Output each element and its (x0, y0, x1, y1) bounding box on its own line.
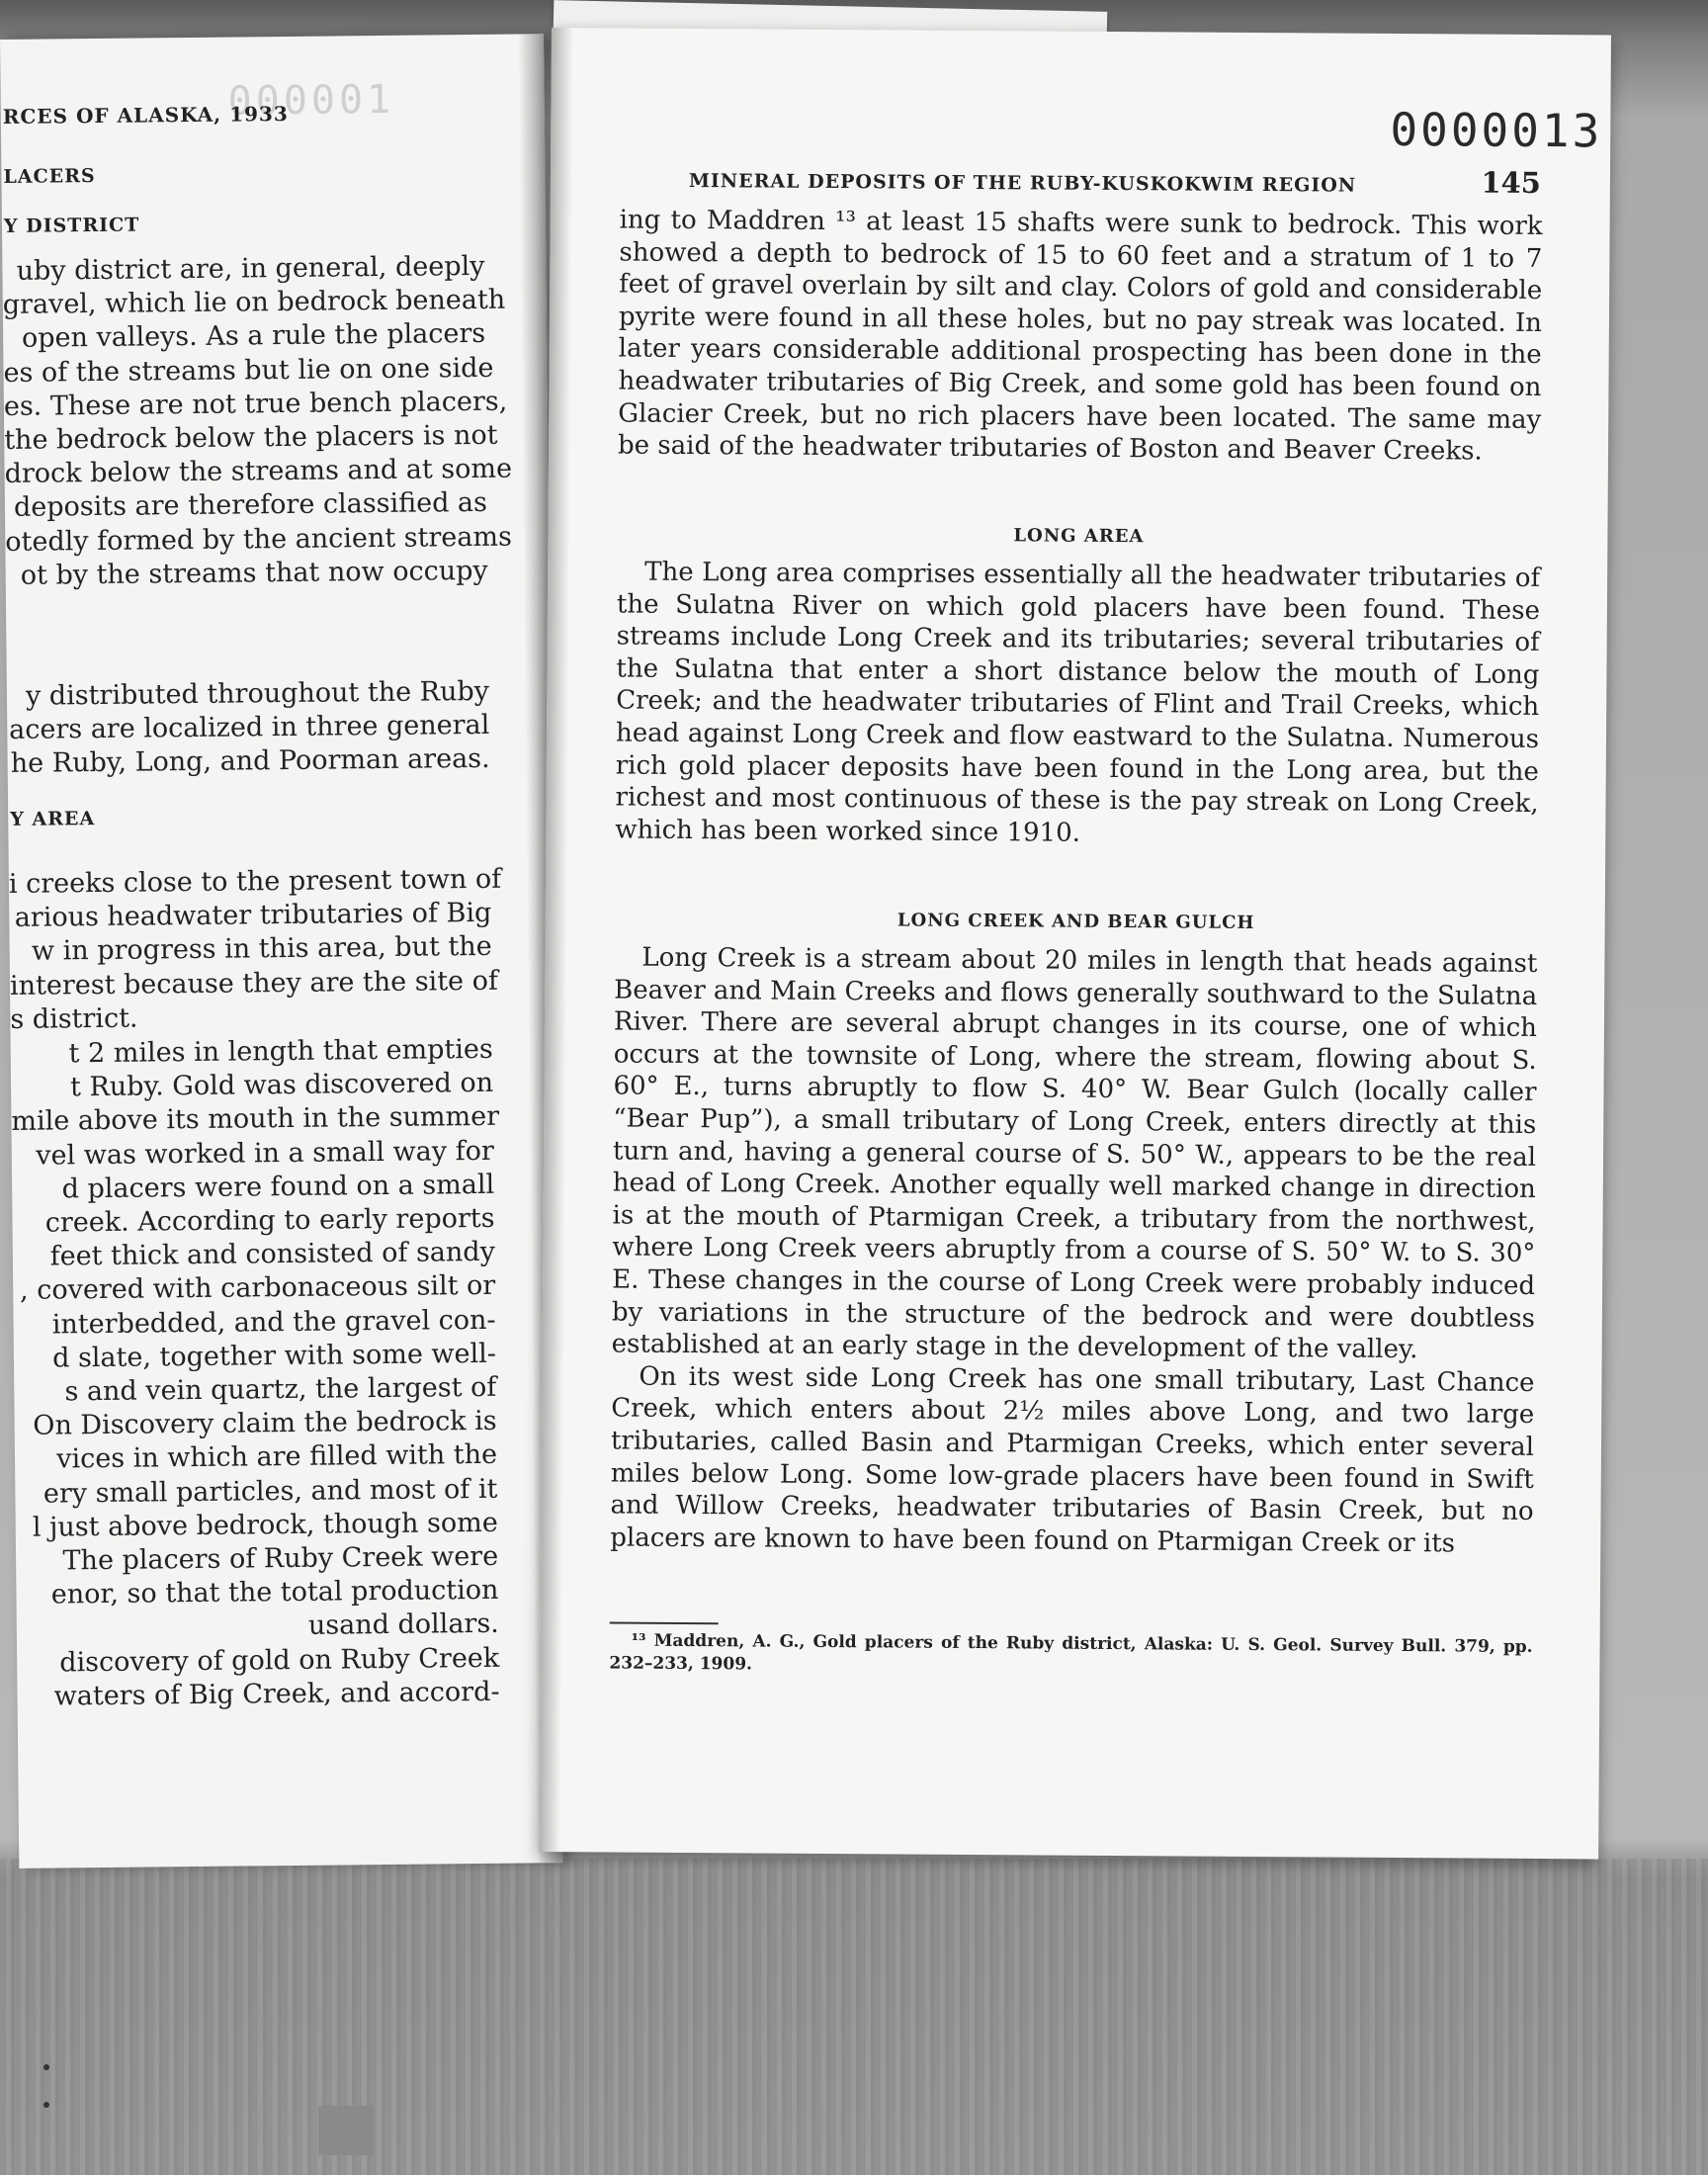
left-page-line: the bedrock below the placers is not (4, 419, 498, 456)
left-page-block-1 (2, 250, 513, 593)
paragraph: Long Creek is a stream about 20 miles in length that heads against Beaver and Main Creeks and flows generally southward to the Sulatna River. There are several abrupt changes in its course, one of which occurs at the townsite of Long, where the stream, flowing about S. 60° E., turns abruptly to flow S. 40° W. Bear Gulch (locally caller “Bear Pup”), a small tributary of Long Creek, enters directly at this turn and, having a general course of S. 50° W., appears to be the real head of Long Creek. Another equally well marked change in direction is at the mouth of Ptarmigan Creek, a tributary from the northwest, where Long Creek veers abruptly from a course of S. 50° W. to S. 30° E. These changes in the course of Long Creek were probably induced by variations in the structure of the bedrock and were doubtless established at an early stage in the development of the valley. (611, 942, 1538, 1365)
scan-speck (43, 2102, 49, 2108)
paragraph: ing to Maddren ¹³ at least 15 shafts were sunk to bedrock. This work showed a depth to bedrock of 15 to 60 feet and a stratum of 1 to 7 feet of gravel overlain by silt and clay. Colors of gold and considerable pyrite were found in all these holes, but no pay streak was located. In later years considerable additional prospecting has been done in the headwater tributaries of Big Creek, and some gold has been found on Glacier Creek, but no rich placers have been located. The same may be said of the headwater tributaries of Boston and Beaver Creeks. (617, 205, 1543, 467)
left-page-line: acers are localized in three general (9, 710, 490, 746)
left-page-line: , covered with carbonaceous silt or (19, 1270, 496, 1307)
paragraph: On its west side Long Creek has one small tributary, Last Chance Creek, which enters about 2½ miles above Long, and two large tributaries, called Basin and Ptarmigan Creeks, which enter several miles below Long. Some low-grade placers have been found in Swift and Willow Creeks, headwater tributaries of Basin Creek, but no placers are known to have been found on Ptarmigan Creek or its (610, 1361, 1535, 1559)
section-heading-long-area: LONG AREA (1013, 525, 1145, 548)
left-page-line: waters of Big Creek, and accord- (53, 1676, 500, 1712)
page-stamp-number: 0000013 (1390, 102, 1603, 158)
left-page-line: interbedded, and the gravel con- (51, 1304, 496, 1341)
left-page-line: usand dollars. (307, 1609, 499, 1642)
left-page-line: discovery of gold on Ruby Creek (59, 1642, 500, 1679)
left-page-block-4 (11, 1033, 500, 1714)
left-page-line: arious headwater tributaries of Big (14, 898, 492, 934)
left-page-running-head: RCES OF ALASKA, 1933 (2, 101, 289, 129)
left-page-line: feet thick and consisted of sandy (49, 1237, 496, 1272)
left-page-line: ot by the streams that now occupy (20, 555, 488, 591)
left-page-line: open valleys. As a rule the placers (21, 318, 486, 355)
paragraph: The Long area comprises essentially all the headwater tributaries of the Sulatna River on which gold placers have been found. These streams include Long Creek and its tributaries; several tributaries of the Sulatna that enter a short distance below the mouth of Long Creek; and the headwater tributaries of Flint and Trail Creeks, which head against Long Creek and flow eastward to the Sulatna. Numerous rich gold placer deposits have been found in the Long area, but the richest and most continuous of these is the pay streak on Long Creek, which has been worked since 1910. (615, 557, 1541, 848)
left-page-line: interest because they are the site of (9, 965, 499, 1001)
left-page-line: ery small particles, and most of it (43, 1473, 498, 1510)
left-page-section-ruby-area: Y AREA (10, 808, 96, 830)
left-page-block-2 (7, 675, 490, 782)
left-page-line: d slate, together with some well- (51, 1338, 497, 1374)
left-page-line: t 2 miles in length that empties (68, 1033, 493, 1070)
left-page-line: es of the streams but lie on one side (3, 352, 494, 389)
left-page-line: enor, so that the total production (50, 1575, 499, 1610)
left-page-ghost-stamp: 000001 (227, 76, 395, 125)
running-head-title: MINERAL DEPOSITS OF THE RUBY-KUSKOKWIM REGION (688, 169, 1357, 197)
left-page-line: s district. (10, 1002, 138, 1035)
left-page-line: vel was worked in a small way for (36, 1135, 494, 1172)
left-page-block-3 (8, 863, 502, 1037)
left-page-line: l just above bedrock, though some (32, 1507, 498, 1543)
left-page-section-district: Y DISTRICT (3, 214, 140, 237)
left-page-line: mile above its mouth in the summer (11, 1101, 500, 1138)
scan-smudge (318, 2106, 374, 2155)
left-page-line: deposits are therefore classified as (13, 487, 488, 524)
scan-speck (43, 2064, 49, 2070)
left-page-line: On Discovery claim the bedrock is (33, 1406, 497, 1441)
left-page-line: es. These are not true bench placers, (3, 386, 508, 422)
left-page-line: uby district are, in general, deeply (16, 250, 485, 287)
left-page-line: y distributed throughout the Ruby (25, 675, 490, 712)
left-page (0, 34, 562, 1869)
paragraph-continuation (618, 204, 1543, 468)
paragraph-long-area (615, 556, 1540, 852)
footnote-rule (610, 1621, 719, 1624)
page-number: 145 (1481, 165, 1542, 200)
left-page-line: The placers of Ruby Creek were (62, 1540, 499, 1577)
left-page-line: vices in which are filled with the (56, 1439, 498, 1475)
left-page-line: d placers were found on a small (61, 1169, 495, 1205)
left-page-line: he Ruby, Long, and Poorman areas. (10, 743, 490, 780)
left-page-line: otedly formed by the ancient streams (5, 521, 513, 558)
left-page-line: w in progress in this area, but the (31, 931, 492, 968)
left-page-line: drock below the streams and at some (4, 453, 513, 490)
section-heading-long-creek: LONG CREEK AND BEAR GULCH (897, 910, 1255, 933)
footnote (609, 1629, 1532, 1682)
left-page-line: i creeks close to the present town of (8, 863, 502, 900)
left-page-line: creek. According to early reports (44, 1202, 495, 1239)
running-head (689, 160, 1541, 200)
left-page-section-placers: LACERS (3, 164, 96, 188)
footnote-text: ¹³ Maddren, A. G., Gold placers of the Ruby district, Alaska: U. S. Geol. Survey Bull. 379, pp. 232–233, 1909. (609, 1630, 1533, 1675)
left-page-line: s and vein quartz, the largest of (64, 1371, 497, 1408)
right-page (539, 28, 1611, 1859)
left-page-line: t Ruby. Gold was discovered on (69, 1068, 494, 1103)
scan-bottom-noise (0, 1859, 1708, 2175)
paragraph-long-creek (610, 941, 1537, 1560)
left-page-line: gravel, which lie on bedrock beneath (2, 284, 506, 321)
